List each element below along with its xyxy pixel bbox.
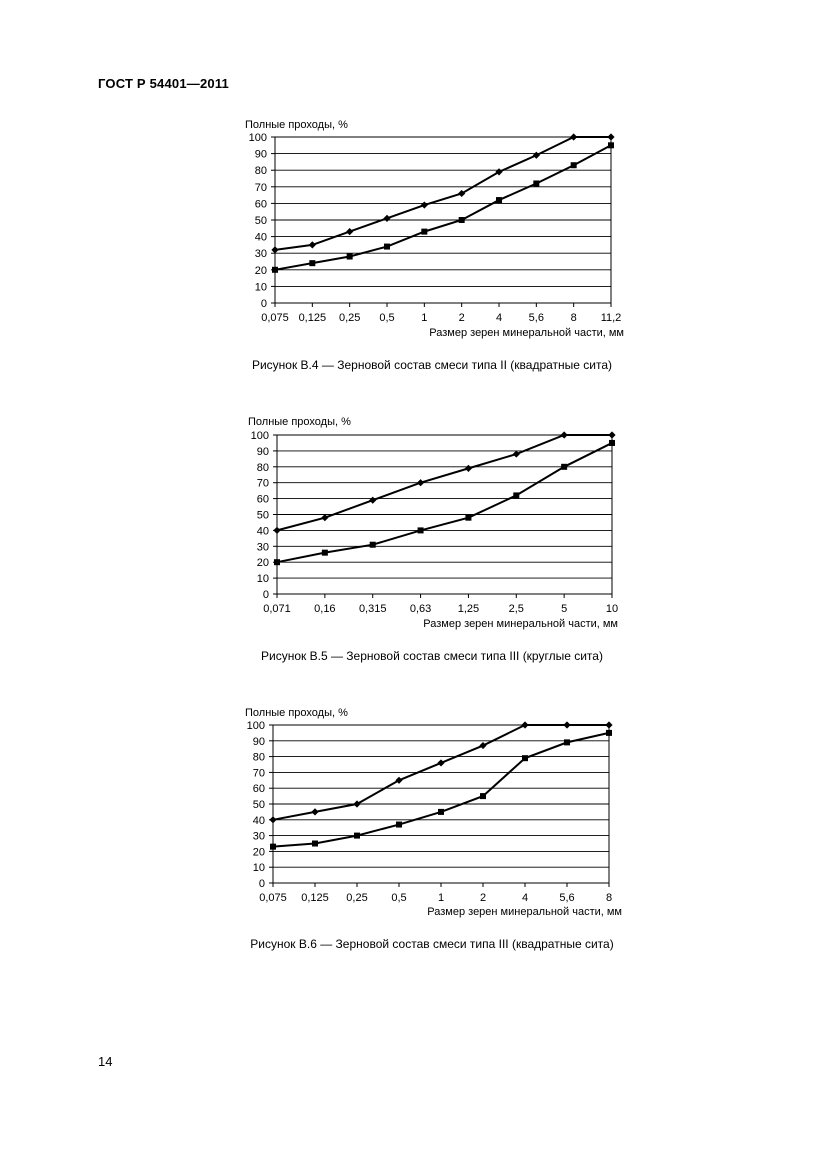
y-tick-label: 90 bbox=[254, 148, 267, 161]
x-tick-label: 2 bbox=[479, 892, 487, 904]
data-point-square bbox=[354, 833, 360, 839]
figure-caption: Рисунок В.5 — Зерновой состав смеси типа III (круглые сита) bbox=[261, 649, 603, 663]
y-tick-label: 90 bbox=[256, 445, 269, 458]
x-tick-label: 8 bbox=[605, 892, 613, 904]
data-point-diamond bbox=[479, 742, 486, 749]
y-tick-label: 80 bbox=[256, 461, 269, 474]
data-point-diamond bbox=[383, 215, 390, 222]
data-point-square bbox=[438, 809, 444, 815]
data-point-diamond bbox=[608, 431, 615, 438]
x-tick-label: 10 bbox=[605, 603, 619, 615]
x-tick-label: 0,075 bbox=[261, 312, 289, 324]
data-point-square bbox=[384, 244, 390, 250]
data-point-square bbox=[459, 217, 465, 223]
x-tick-label: 5,6 bbox=[528, 312, 544, 324]
data-point-diamond bbox=[561, 431, 568, 438]
y-tick-label: 50 bbox=[252, 799, 265, 811]
y-axis-label: Полные проходы, % bbox=[245, 119, 348, 131]
x-axis-label: Размер зерен минеральной части, мм bbox=[423, 618, 618, 630]
data-point-square bbox=[312, 841, 318, 847]
y-tick-label: 100 bbox=[250, 430, 269, 442]
data-point-square bbox=[418, 527, 424, 533]
y-tick-label: 60 bbox=[256, 493, 269, 506]
y-tick-label: 10 bbox=[256, 573, 269, 586]
y-tick-label: 20 bbox=[256, 557, 269, 570]
y-tick-label: 80 bbox=[252, 751, 265, 764]
data-point-diamond bbox=[269, 816, 276, 823]
data-point-square bbox=[309, 260, 315, 266]
x-tick-label: 2 bbox=[458, 312, 465, 324]
y-tick-label: 90 bbox=[252, 735, 265, 748]
data-point-square bbox=[561, 464, 567, 470]
x-tick-label: 0,125 bbox=[298, 312, 327, 324]
y-tick-label: 60 bbox=[254, 198, 267, 211]
y-tick-label: 40 bbox=[256, 525, 269, 538]
data-point-square bbox=[270, 844, 276, 850]
y-tick-label: 20 bbox=[252, 846, 265, 859]
data-point-square bbox=[606, 730, 612, 736]
data-point-square bbox=[480, 793, 486, 799]
data-point-diamond bbox=[346, 228, 353, 235]
y-tick-label: 100 bbox=[248, 132, 267, 144]
data-point-diamond bbox=[421, 201, 428, 208]
x-tick-label: 5 bbox=[561, 603, 568, 615]
x-axis-label: Размер зерен минеральной части, мм bbox=[427, 906, 622, 918]
data-point-diamond bbox=[570, 133, 577, 140]
x-tick-label: 1,25 bbox=[457, 603, 480, 615]
data-point-square bbox=[564, 739, 570, 745]
data-point-diamond bbox=[533, 152, 540, 159]
y-tick-label: 10 bbox=[254, 281, 267, 294]
chart-figure-b5 bbox=[248, 416, 618, 663]
data-point-square bbox=[609, 440, 615, 446]
x-tick-label: 5,6 bbox=[559, 892, 575, 904]
data-point-diamond bbox=[369, 497, 376, 504]
y-tick-label: 100 bbox=[246, 720, 265, 732]
y-tick-label: 70 bbox=[254, 181, 267, 194]
chart-figure-b6 bbox=[245, 707, 622, 951]
document-header: ГОСТ Р 54401—2011 bbox=[98, 76, 229, 91]
data-point-square bbox=[571, 162, 577, 168]
data-point-square bbox=[465, 515, 471, 521]
data-point-square bbox=[370, 542, 376, 548]
x-tick-label: 0,075 bbox=[259, 892, 287, 904]
y-tick-label: 30 bbox=[252, 830, 265, 843]
data-point-square bbox=[396, 822, 402, 828]
data-point-diamond bbox=[563, 721, 570, 728]
data-point-diamond bbox=[521, 721, 528, 728]
chart-figure-b4 bbox=[245, 119, 624, 372]
data-point-diamond bbox=[273, 527, 280, 534]
data-point-square bbox=[533, 180, 539, 186]
y-tick-label: 60 bbox=[252, 783, 265, 796]
series-line-2 bbox=[275, 145, 611, 269]
x-tick-label: 0,071 bbox=[263, 603, 291, 615]
x-tick-label: 0,125 bbox=[301, 892, 329, 904]
page-number: 14 bbox=[98, 1054, 113, 1069]
y-tick-label: 50 bbox=[254, 215, 267, 227]
data-point-square bbox=[421, 229, 427, 235]
data-point-diamond bbox=[271, 246, 278, 253]
data-point-diamond bbox=[437, 759, 444, 766]
data-point-diamond bbox=[321, 514, 328, 521]
data-point-diamond bbox=[605, 721, 612, 728]
x-tick-label: 0,5 bbox=[391, 892, 407, 904]
y-tick-label: 40 bbox=[252, 814, 265, 827]
x-tick-label: 4 bbox=[521, 892, 529, 904]
x-tick-label: 1 bbox=[421, 312, 428, 324]
y-tick-label: 30 bbox=[256, 541, 269, 554]
x-tick-label: 0,63 bbox=[409, 603, 432, 615]
y-tick-label: 20 bbox=[254, 264, 267, 277]
data-point-square bbox=[513, 492, 519, 498]
x-tick-label: 2,5 bbox=[508, 603, 524, 615]
y-tick-label: 50 bbox=[256, 509, 269, 522]
y-tick-label: 40 bbox=[254, 231, 267, 244]
y-tick-label: 0 bbox=[262, 589, 269, 601]
y-tick-label: 0 bbox=[260, 298, 267, 310]
x-tick-label: 0,16 bbox=[314, 603, 336, 615]
series-line-2 bbox=[273, 733, 609, 847]
data-point-diamond bbox=[607, 133, 614, 140]
y-tick-label: 30 bbox=[254, 248, 267, 261]
data-point-diamond bbox=[311, 808, 318, 815]
data-point-square bbox=[274, 559, 280, 565]
series-line-2 bbox=[277, 443, 612, 562]
data-point-square bbox=[496, 197, 502, 203]
x-tick-label: 0,5 bbox=[379, 312, 395, 324]
y-tick-label: 80 bbox=[254, 165, 267, 178]
x-tick-label: 0,315 bbox=[358, 603, 387, 615]
data-point-diamond bbox=[513, 450, 520, 457]
data-point-diamond bbox=[417, 479, 424, 486]
y-tick-label: 10 bbox=[252, 862, 265, 875]
data-point-square bbox=[272, 267, 278, 273]
x-tick-label: 4 bbox=[495, 312, 503, 324]
y-axis-label: Полные проходы, % bbox=[245, 707, 348, 719]
data-point-square bbox=[522, 755, 528, 761]
y-tick-label: 0 bbox=[258, 878, 265, 890]
x-tick-label: 11,2 bbox=[600, 312, 622, 324]
data-point-diamond bbox=[465, 465, 472, 472]
x-tick-label: 0,25 bbox=[346, 892, 368, 904]
data-point-square bbox=[347, 254, 353, 260]
x-tick-label: 1 bbox=[437, 892, 445, 904]
x-tick-label: 0,25 bbox=[338, 312, 361, 324]
x-axis-label: Размер зерен минеральной части, мм bbox=[429, 327, 624, 339]
data-point-square bbox=[608, 142, 614, 148]
data-point-square bbox=[322, 550, 328, 556]
y-tick-label: 70 bbox=[252, 767, 265, 780]
figure-caption: Рисунок В.6 — Зерновой состав смеси типа III (квадратные сита) bbox=[250, 937, 614, 951]
figure-caption: Рисунок В.4 — Зерновой состав смеси типа II (квадратные сита) bbox=[251, 358, 613, 372]
y-axis-label: Полные проходы, % bbox=[248, 416, 351, 428]
x-tick-label: 8 bbox=[570, 312, 577, 324]
y-tick-label: 70 bbox=[256, 477, 269, 490]
data-point-diamond bbox=[309, 241, 316, 248]
